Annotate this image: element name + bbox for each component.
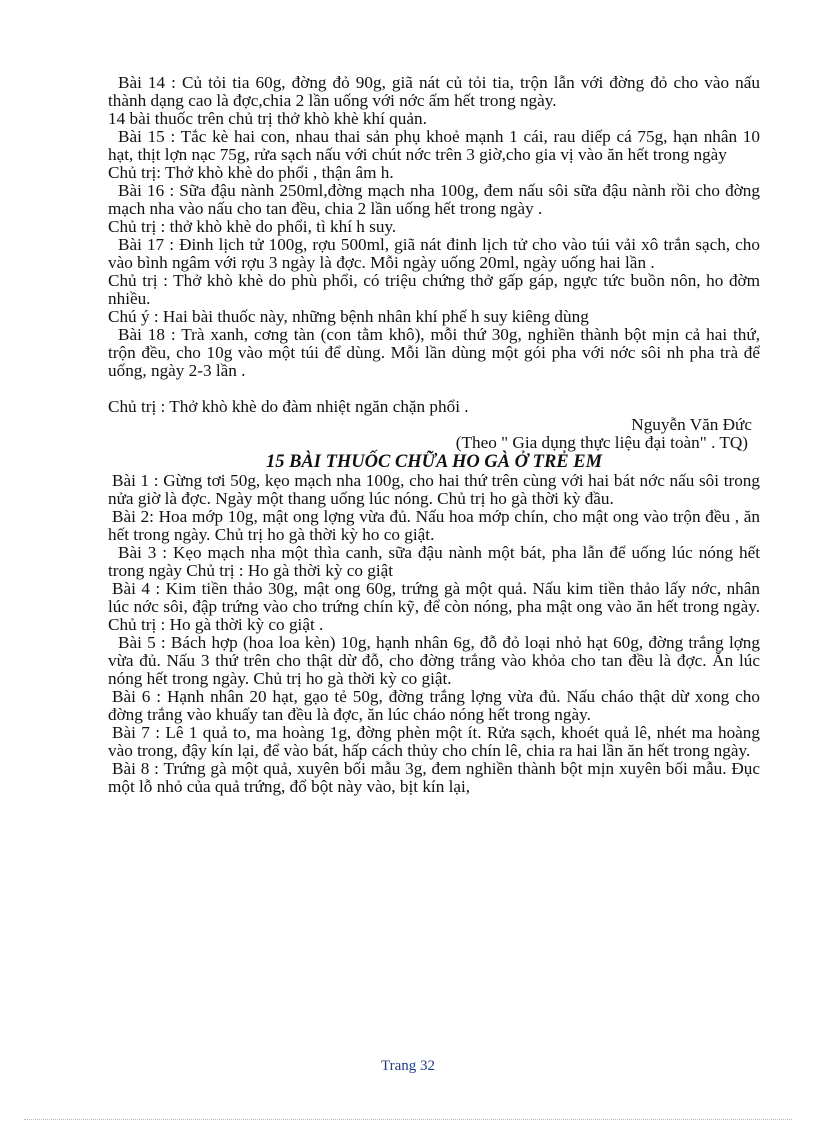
paragraph-summary: 14 bài thuốc trên chủ trị thở khò khè khí quản.	[108, 109, 427, 128]
paragraph-ho-ga-bai-5: Bài 5 : Bách hợp (hoa loa kèn) 10g, hạnh nhân 6g, đỗ đỏ loại nhỏ hạt 60g, đờng trắng lợng vừa đủ. Nấu 3 thứ trên cho thật dừ đỗ, cho đờng trắng vào khỏa cho tan đều là đợc. Ăn lúc nóng hết trong ngày. Chủ trị ho gà thời kỳ co giật.	[108, 633, 760, 688]
section-heading: 15 BÀI THUỐC CHỮA HO GÀ Ở TRẺ EM	[265, 452, 603, 472]
paragraph-bai-14: Bài 14 : Củ tỏi tia 60g, đờng đỏ 90g, giã nát củ tỏi tia, trộn lẫn với đờng đỏ cho vào nấu thành dạng cao là đợc,chia 2 lần uống với nớc ấm hết trong ngày.	[108, 73, 760, 110]
paragraph-ho-ga-bai-3: Bài 3 : Kẹo mạch nha một thìa canh, sữa đậu nành một bát, pha lẫn để uống lúc nóng hết trong ngày Chủ trị : Ho gà thời kỳ co giật	[108, 543, 760, 580]
paragraph-bai-15: Bài 15 : Tắc kè hai con, nhau thai sản phụ khoẻ mạnh 1 cái, rau diếp cá 75g, hạn nhân 10 hạt, thịt lợn nạc 75g, rửa sạch nấu với chút nớc trên 3 giờ,cho gia vị vào ăn hết trong ngày	[108, 127, 760, 164]
paragraph-ho-ga-bai-6: Bài 6 : Hạnh nhân 20 hạt, gạo tẻ 50g, đờng trắng lợng vừa đủ. Nấu cháo thật dừ xong cho đờng trắng vào khuấy tan đều là đợc, ăn lúc cháo nóng hết trong ngày.	[108, 687, 760, 724]
paragraph-chu-y: Chú ý : Hai bài thuốc này, những bệnh nhân khí phế h suy kiêng dùng	[108, 307, 589, 326]
paragraph-chu-tri-15: Chủ trị: Thở khò khè do phổi , thận âm h.	[108, 163, 394, 182]
source-citation: (Theo " Gia dụng thực liệu đại toàn" . TQ)	[455, 433, 748, 452]
paragraph-ho-ga-bai-8: Bài 8 : Trứng gà một quả, xuyên bối mẫu 3g, đem nghiền thành bột mịn xuyên bối mẫu. Đục một lỗ nhỏ của quả trứng, đổ bột này vào, bịt kín lại,	[108, 759, 760, 796]
paragraph-ho-ga-bai-1: Bài 1 : Gừng tơi 50g, kẹo mạch nha 100g, cho hai thứ trên cùng với hai bát nớc nấu sôi trong nửa giờ là đợc. Ngày một thang uống lúc nóng. Chủ trị ho gà thời kỳ đầu.	[108, 471, 760, 508]
paragraph-chu-tri-16: Chủ trị : thở khò khè do phổi, tì khí h suy.	[108, 217, 397, 236]
paragraph-bai-16: Bài 16 : Sữa đậu nành 250ml,đờng mạch nha 100g, đem nấu sôi sữa đậu nành rồi cho đờng mạch nha vào nấu cho tan đều, chia 2 lần uống hết trong ngày .	[108, 181, 760, 218]
page-bottom-divider	[24, 1119, 792, 1120]
paragraph-chu-tri-18: Chủ trị : Thở khò khè do đàm nhiệt ngăn chặn phổi .	[108, 397, 469, 416]
spacer	[108, 380, 760, 398]
paragraph-chu-tri-17: Chủ trị : Thở khò khè do phù phổi, có triệu chứng thở gấp gáp, ngực tức buồn nôn, ho đờm nhiều.	[108, 271, 760, 308]
document-page	[108, 74, 760, 796]
paragraph-bai-17: Bài 17 : Đinh lịch tử 100g, rợu 500ml, giã nát đinh lịch tử cho vào túi vải xô trắn sạch, cho vào bình ngâm với rợu 3 ngày là đợc. Mỗi ngày uống 20ml, ngày uống hai lần .	[108, 235, 760, 272]
paragraph-ho-ga-bai-2: Bài 2: Hoa mớp 10g, mật ong lợng vừa đủ. Nấu hoa mớp chín, cho mật ong vào trộn đều , ăn hết trong ngày. Chủ trị ho gà thời kỳ ho co giật.	[108, 507, 760, 544]
paragraph-ho-ga-bai-7: Bài 7 : Lê 1 quả to, ma hoàng 1g, đờng phèn một ít. Rửa sạch, khoét quả lê, nhét ma hoàng vào trong, đậy kín lại, để vào bát, hấp cách thủy cho chín lê, chia ra hai lần ăn hết trong ngày.	[108, 723, 760, 760]
paragraph-bai-18: Bài 18 : Trà xanh, cơng tàn (con tằm khô), mỗi thứ 30g, nghiền thành bột mịn cả hai thứ, trộn đều, cho 10g vào một túi để dùng. Mỗi lần dùng một gói pha với nớc sôi nh pha trà để uống, ngày 2-3 lần .	[108, 325, 760, 380]
paragraph-ho-ga-bai-4: Bài 4 : Kim tiền thảo 30g, mật ong 60g, trứng gà một quả. Nấu kim tiền thảo lấy nớc, nhân lúc nớc sôi, đập trứng vào cho trứng chín kỹ, để còn nóng, pha mật ong vào ăn hết trong ngày. Chủ trị : Ho gà thời kỳ co giật .	[108, 579, 760, 634]
author-signature: Nguyễn Văn Đức	[631, 415, 752, 434]
page-number: Trang 32	[380, 1058, 436, 1074]
